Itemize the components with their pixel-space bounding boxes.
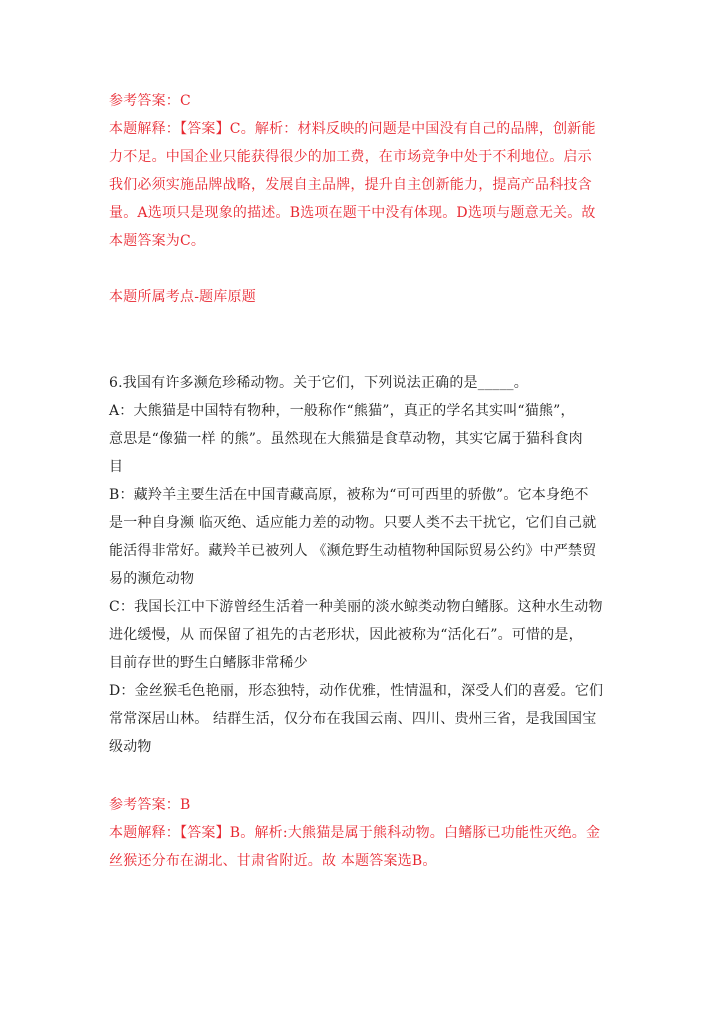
option-d-line: 常常深居山林。 结群生活，仅分布在我国云南、四川、贵州三省，是我国国宝 (109, 711, 597, 727)
option-b-line: 能活得非常好。藏羚羊已被列人 《濒危野生动植物种国际贸易公约》中严禁贸 (109, 543, 597, 559)
option-a-line: 意思是“像猫一样 的熊”。虽然现在大熊猫是食草动物，其实它属于猫科食肉 (109, 431, 583, 447)
explanation-line: 本题解释：【答案】B。解析:大熊猫是属于熊科动物。白鳍豚已功能性灭绝。金 (109, 825, 601, 841)
explanation-line: 力不足。中国企业只能获得很少的加工费，在市场竞争中处于不利地位。启示 (109, 149, 592, 165)
option-a-line: 目 (109, 459, 124, 475)
option-c-line: C：我国长江中下游曾经生活着一种美丽的淡水鲸类动物白鳍豚。这种水生动物 (109, 599, 603, 615)
explanation-line: 本题答案为C。 (109, 233, 206, 249)
answer-label-1: 参考答案：C (109, 93, 191, 109)
option-b-line: 是一种自身濒 临灭绝、适应能力差的动物。只要人类不去干扰它，它们自己就 (109, 515, 597, 531)
explanation-line: 丝猴还分布在湖北、甘肃省附近。故 本题答案选B。 (109, 853, 437, 869)
option-d-line: 级动物 (109, 739, 152, 755)
answer-label-6: 参考答案：B (109, 797, 191, 813)
source-label: 本题所属考点-题库原题 (109, 289, 256, 305)
explanation-line: 我们必须实施品牌战略，发展自主品牌，提升自主创新能力，提高产品科技含 (109, 177, 592, 193)
option-c-line: 进化缓慢，从 而保留了祖先的古老形状，因此被称为“活化石”。可惜的是， (109, 627, 583, 643)
option-b-line: B：藏羚羊主要生活在中国青藏高原，被称为“可可西里的骄傲”。它本身绝不 (109, 487, 589, 503)
question-stem: 6.我国有许多濒危珍稀动物。关于它们，下列说法正确的是_____。 (109, 375, 528, 391)
option-d-line: D：金丝猴毛色艳丽，形态独特，动作优雅，性情温和，深受人们的喜爱。它们 (109, 683, 604, 699)
option-a-line: A：大熊猫是中国特有物种，一般称作“熊猫”，真正的学名其实叫“猫熊”， (109, 403, 575, 419)
option-c-line: 目前存世的野生白鳍豚非常稀少 (109, 655, 308, 671)
option-b-line: 易的濒危动物 (109, 571, 195, 587)
explanation-line: 量。A选项只是现象的描述。B选项在题干中没有体现。D选项与题意无关。故 (109, 205, 596, 221)
explanation-line: 本题解释：【答案】C。解析：材料反映的问题是中国没有自己的品牌，创新能 (109, 121, 596, 137)
